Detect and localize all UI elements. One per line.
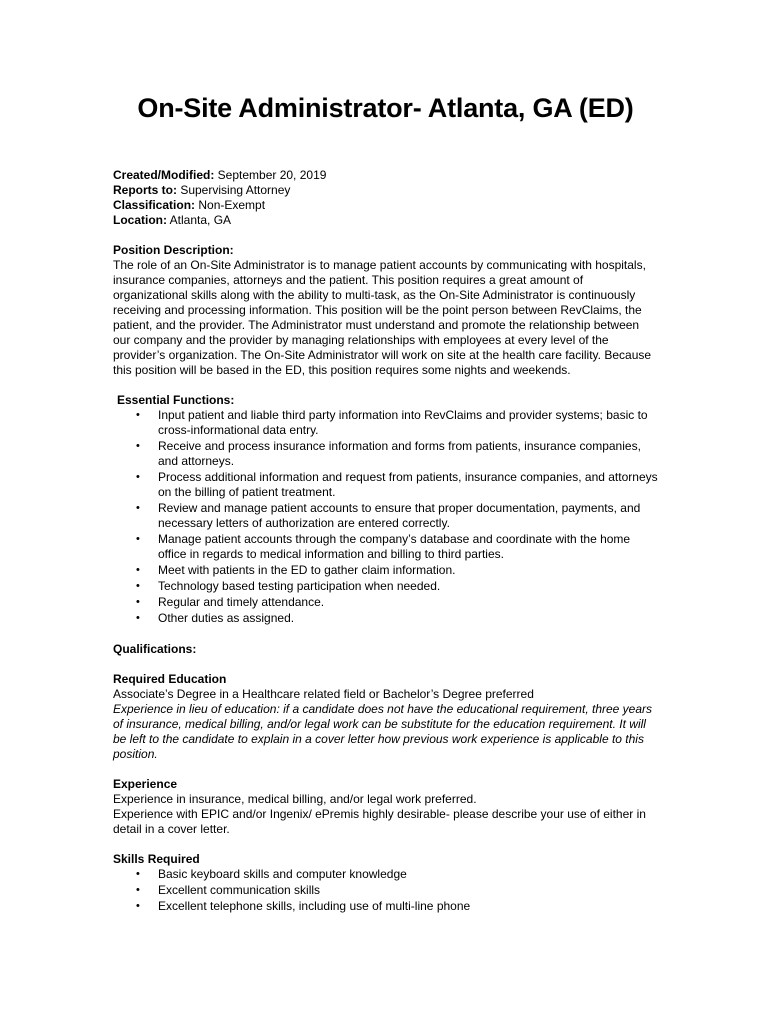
experience-heading: Experience (113, 777, 178, 791)
position-description-text: The role of an On-Site Administrator is to manage patient accounts by communicating with hospitals, insurance companies, attorneys and the patient. This position requires a great amount of organizational skills along with the ability to multi-task, as the On-Site Administrator is continuously receiving and processing information. This position will be the point person between RevClaims, the patient, and the provider. The Administrator must understand and promote the relationship between our company and the provider by managing relationships with employees at every level of the provider’s organization. The On-Site Administrator will work on site at the health care facility. Because this position will be based in the ED, this position requires some nights and weekends. (113, 258, 652, 377)
skills-required-list (113, 867, 658, 914)
spacer (113, 657, 658, 672)
list-item (113, 563, 658, 578)
bullet-icon: • (136, 471, 140, 483)
meta-reports-to (113, 183, 658, 198)
list-item-text: Excellent communication skills (158, 883, 321, 897)
spacer (113, 378, 658, 393)
list-item-text: Regular and timely attendance. (158, 595, 325, 609)
meta-value: Atlanta, GA (167, 213, 232, 227)
bullet-icon: • (136, 900, 140, 912)
meta-created (113, 168, 658, 183)
bullet-icon: • (136, 440, 140, 452)
meta-classification (113, 198, 658, 213)
list-item (113, 470, 658, 500)
list-item (113, 408, 658, 438)
document-page (113, 92, 658, 915)
bullet-icon: • (136, 533, 140, 545)
spacer (113, 228, 658, 243)
list-item-text: Basic keyboard skills and computer knowledge (158, 867, 407, 881)
meta-location (113, 213, 658, 228)
meta-label: Classification: (113, 198, 196, 212)
experience-line-1: Experience in insurance, medical billing, and/or legal work preferred. (113, 792, 477, 806)
bullet-icon: • (136, 580, 140, 592)
bullet-icon: • (136, 409, 140, 421)
list-item (113, 595, 658, 610)
meta-value: Non-Exempt (195, 198, 266, 212)
position-description-heading: Position Description: (113, 243, 234, 257)
education-lieu-text: Experience in lieu of education: if a candidate does not have the educational requirement, three years of insurance, medical billing, and/or legal work can be substitute for the education requirement. It will be left to the candidate to explain in a cover letter how previous work experience is applicable to this position. (113, 702, 653, 761)
list-item-text: Excellent telephone skills, including use of multi-line phone (158, 899, 471, 913)
meta-value: September 20, 2019 (214, 168, 327, 182)
list-item (113, 867, 658, 882)
skills-required-heading: Skills Required (113, 852, 200, 866)
spacer (113, 837, 658, 852)
meta-label: Reports to: (113, 183, 177, 197)
meta-block (113, 168, 658, 228)
meta-label: Created/Modified: (113, 168, 215, 182)
list-item-text: Other duties as assigned. (158, 611, 295, 625)
list-item-text: Review and manage patient accounts to ensure that proper documentation, payments, and necessary letters of authorization are entered correctly. (158, 501, 641, 530)
list-item (113, 579, 658, 594)
list-item-text: Manage patient accounts through the company’s database and coordinate with the home office in regards to medical information and billing to third parties. (158, 532, 631, 561)
spacer (113, 627, 658, 642)
meta-value: Supervising Attorney (177, 183, 291, 197)
list-item (113, 532, 658, 562)
document-title: On-Site Administrator- Atlanta, GA (ED) (137, 93, 634, 123)
bullet-icon: • (136, 502, 140, 514)
spacer (113, 762, 658, 777)
essential-functions-heading: Essential Functions: (117, 393, 235, 407)
list-item-text: Meet with patients in the ED to gather claim information. (158, 563, 456, 577)
bullet-icon: • (136, 564, 140, 576)
list-item (113, 899, 658, 914)
list-item (113, 439, 658, 469)
essential-functions-list (113, 408, 658, 626)
meta-label: Location: (113, 213, 167, 227)
list-item-text: Receive and process insurance information and forms from patients, insurance companies, and attorneys. (158, 439, 641, 468)
list-item (113, 501, 658, 531)
required-education-text: Associate’s Degree in a Healthcare related field or Bachelor’s Degree preferred (113, 687, 534, 701)
list-item (113, 611, 658, 626)
experience-line-2: Experience with EPIC and/or Ingenix/ ePremis highly desirable- please describe your use of either in detail in a cover letter. (113, 807, 646, 836)
bullet-icon: • (136, 612, 140, 624)
list-item-text: Process additional information and request from patients, insurance companies, and attorneys on the billing of patient treatment. (158, 470, 658, 499)
qualifications-heading: Qualifications: (113, 642, 197, 656)
list-item-text: Input patient and liable third party information into RevClaims and provider systems; basic to cross-informational data entry. (158, 408, 648, 437)
bullet-icon: • (136, 884, 140, 896)
list-item-text: Technology based testing participation when needed. (158, 579, 441, 593)
bullet-icon: • (136, 596, 140, 608)
bullet-icon: • (136, 868, 140, 880)
list-item (113, 883, 658, 898)
required-education-heading: Required Education (113, 672, 227, 686)
